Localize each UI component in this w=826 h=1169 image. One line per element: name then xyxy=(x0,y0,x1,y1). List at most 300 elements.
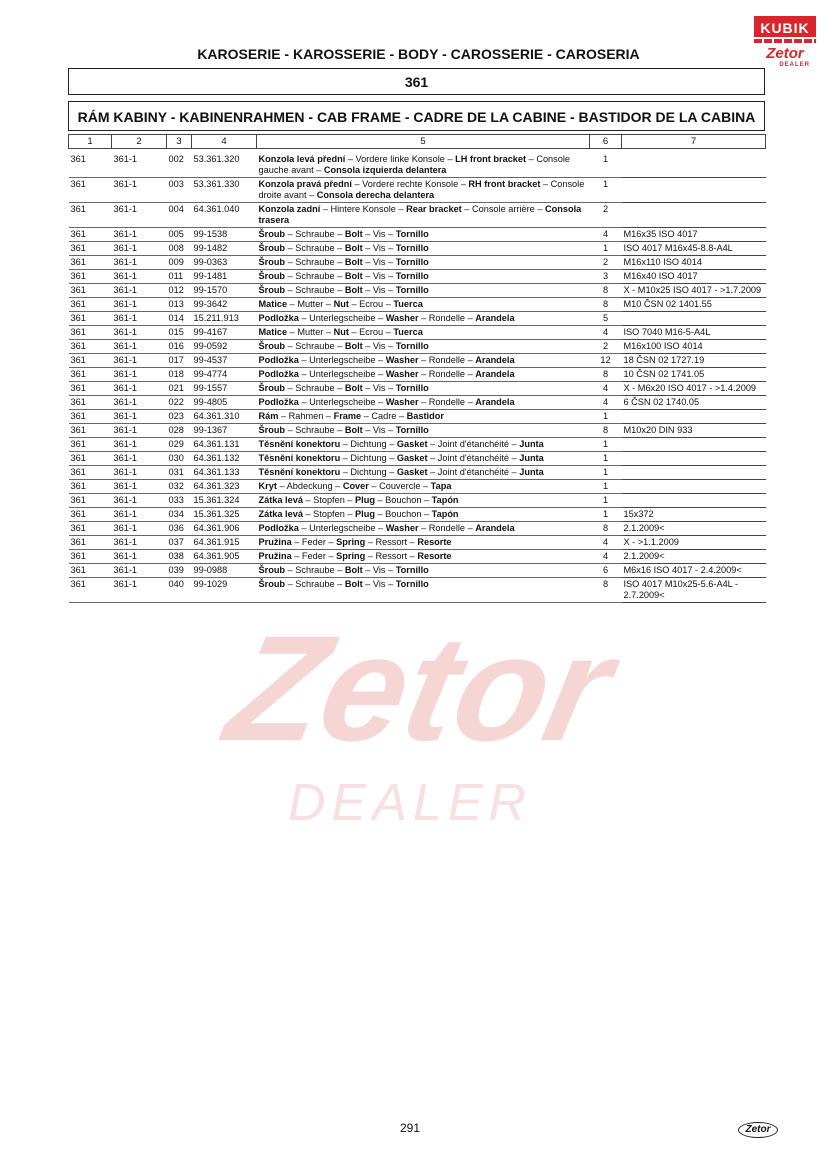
column-header-4: 4 xyxy=(192,135,257,149)
description-de: Abdeckung xyxy=(286,481,333,491)
cell-position: 014 xyxy=(167,312,192,326)
cell-description: Kryt – Abdeckung – Cover – Couvercle – Tapa xyxy=(257,480,590,494)
description-en: Spring xyxy=(336,551,366,561)
cell-quantity: 4 xyxy=(590,536,622,550)
cell-quantity: 8 xyxy=(590,298,622,312)
cell-note: 15x372 xyxy=(622,508,766,522)
cell-quantity: 1 xyxy=(590,466,622,480)
description-fr: Joint d'étanchéité xyxy=(437,467,509,477)
description-en: Plug xyxy=(355,495,375,505)
cell-quantity: 4 xyxy=(590,382,622,396)
cell-figure: 361-1 xyxy=(112,522,167,536)
table-row xyxy=(69,312,766,326)
description-fr: Vis xyxy=(372,271,386,281)
cell-group: 361 xyxy=(69,368,112,382)
cell-note xyxy=(622,466,766,480)
cell-part-number: 99-1570 xyxy=(192,284,257,298)
table-row xyxy=(69,354,766,368)
description-de: Schraube xyxy=(295,257,335,267)
description-de: Unterlegscheibe xyxy=(309,369,376,379)
description-en: Nut xyxy=(333,299,349,309)
description-es: Tornillo xyxy=(395,229,429,239)
description-en: RH front bracket xyxy=(468,179,541,189)
description-cz: Šroub xyxy=(258,243,286,253)
table-row xyxy=(69,438,766,452)
cell-description: Šroub – Schraube – Bolt – Vis – Tornillo xyxy=(257,270,590,284)
description-en: Bolt xyxy=(344,243,363,253)
description-cz: Konzola levá přední xyxy=(258,154,346,164)
cell-group: 361 xyxy=(69,178,112,203)
description-de: Mutter xyxy=(297,299,324,309)
cell-figure: 361-1 xyxy=(112,242,167,256)
description-fr: Vis xyxy=(372,341,386,351)
cell-position: 017 xyxy=(167,354,192,368)
cell-figure: 361-1 xyxy=(112,312,167,326)
cell-quantity: 4 xyxy=(590,550,622,564)
cell-part-number: 99-4805 xyxy=(192,396,257,410)
description-cz: Šroub xyxy=(258,257,286,267)
cell-description: Podložka – Unterlegscheibe – Washer – Rondelle – Arandela xyxy=(257,354,590,368)
cell-position: 036 xyxy=(167,522,192,536)
cell-quantity: 1 xyxy=(590,452,622,466)
description-es: Arandela xyxy=(475,313,515,323)
cell-figure: 361-1 xyxy=(112,410,167,424)
description-fr: Vis xyxy=(372,425,386,435)
description-es: Tornillo xyxy=(395,383,429,393)
cell-description: Šroub – Schraube – Bolt – Vis – Tornillo xyxy=(257,564,590,578)
cell-part-number: 15.361.325 xyxy=(192,508,257,522)
cell-group: 361 xyxy=(69,326,112,340)
cell-part-number: 64.361.323 xyxy=(192,480,257,494)
cell-part-number: 99-3642 xyxy=(192,298,257,312)
cell-quantity: 1 xyxy=(590,480,622,494)
cell-note xyxy=(622,410,766,424)
cell-description: Šroub – Schraube – Bolt – Vis – Tornillo xyxy=(257,284,590,298)
cell-description: Pružina – Feder – Spring – Ressort – Resorte xyxy=(257,536,590,550)
cell-group: 361 xyxy=(69,354,112,368)
description-de: Dichtung xyxy=(350,453,387,463)
cell-description: Podložka – Unterlegscheibe – Washer – Rondelle – Arandela xyxy=(257,396,590,410)
cell-quantity: 2 xyxy=(590,340,622,354)
cell-group: 361 xyxy=(69,466,112,480)
cell-position: 040 xyxy=(167,578,192,603)
cell-quantity: 6 xyxy=(590,564,622,578)
cell-description: Rám – Rahmen – Frame – Cadre – Bastidor xyxy=(257,410,590,424)
section-number: 361 xyxy=(68,68,765,95)
cell-figure: 361-1 xyxy=(112,326,167,340)
cell-description: Šroub – Schraube – Bolt – Vis – Tornillo xyxy=(257,340,590,354)
description-de: Schraube xyxy=(295,579,335,589)
description-en: Washer xyxy=(385,369,419,379)
cell-quantity: 1 xyxy=(590,242,622,256)
description-en: Nut xyxy=(333,327,349,337)
description-es: Tornillo xyxy=(395,243,429,253)
table-row xyxy=(69,326,766,340)
kubik-logo-text: KUBIK xyxy=(754,16,816,37)
description-es: Arandela xyxy=(475,355,515,365)
cell-quantity: 3 xyxy=(590,270,622,284)
cell-quantity: 1 xyxy=(590,410,622,424)
cell-figure: 361-1 xyxy=(112,578,167,603)
table-row xyxy=(69,242,766,256)
cell-figure: 361-1 xyxy=(112,203,167,228)
description-de: Dichtung xyxy=(350,439,387,449)
description-es: Tornillo xyxy=(395,257,429,267)
description-es: Bastidor xyxy=(406,411,444,421)
description-fr: Console droite avant xyxy=(258,179,585,200)
cell-position: 032 xyxy=(167,480,192,494)
cell-figure: 361-1 xyxy=(112,382,167,396)
description-en: LH front bracket xyxy=(455,154,527,164)
cell-note: X - M10x25 ISO 4017 - >1.7.2009 xyxy=(622,284,766,298)
description-de: Unterlegscheibe xyxy=(309,523,376,533)
description-es: Tapón xyxy=(431,495,459,505)
description-cz: Konzola pravá přední xyxy=(258,179,352,189)
cell-position: 038 xyxy=(167,550,192,564)
description-en: Spring xyxy=(336,537,366,547)
description-en: Bolt xyxy=(344,565,363,575)
description-es: Consola derecha delantera xyxy=(316,190,435,200)
cell-description: Matice – Mutter – Nut – Ecrou – Tuerca xyxy=(257,298,590,312)
description-fr: Couvercle xyxy=(379,481,421,491)
description-fr: Vis xyxy=(372,565,386,575)
cell-note: X - >1.1.2009 xyxy=(622,536,766,550)
description-fr: Joint d'étanchéité xyxy=(437,453,509,463)
table-row xyxy=(69,284,766,298)
description-es: Resorte xyxy=(417,537,452,547)
description-cz: Podložka xyxy=(258,355,299,365)
cell-group: 361 xyxy=(69,536,112,550)
parts-table xyxy=(68,134,766,603)
description-es: Tornillo xyxy=(395,565,429,575)
cell-description: Podložka – Unterlegscheibe – Washer – Rondelle – Arandela xyxy=(257,522,590,536)
cell-description: Šroub – Schraube – Bolt – Vis – Tornillo xyxy=(257,242,590,256)
cell-figure: 361-1 xyxy=(112,368,167,382)
cell-note xyxy=(622,178,766,203)
cell-figure: 361-1 xyxy=(112,228,167,242)
cell-note xyxy=(622,480,766,494)
description-de: Schraube xyxy=(295,565,335,575)
description-es: Tapa xyxy=(430,481,452,491)
cell-quantity: 1 xyxy=(590,438,622,452)
cell-part-number: 64.361.906 xyxy=(192,522,257,536)
description-fr: Joint d'étanchéité xyxy=(437,439,509,449)
cell-quantity: 1 xyxy=(590,508,622,522)
cell-group: 361 xyxy=(69,242,112,256)
cell-group: 361 xyxy=(69,228,112,242)
description-en: Washer xyxy=(385,523,419,533)
description-de: Stopfen xyxy=(313,509,345,519)
cell-position: 018 xyxy=(167,368,192,382)
cell-position: 003 xyxy=(167,178,192,203)
cell-group: 361 xyxy=(69,410,112,424)
description-fr: Vis xyxy=(372,243,386,253)
table-row xyxy=(69,340,766,354)
table-row xyxy=(69,564,766,578)
description-cz: Pružina xyxy=(258,537,292,547)
description-de: Schraube xyxy=(295,383,335,393)
dealer-logo-text: DEALER xyxy=(779,62,810,68)
description-cz: Šroub xyxy=(258,425,286,435)
cell-description: Podložka – Unterlegscheibe – Washer – Rondelle – Arandela xyxy=(257,312,590,326)
description-es: Tornillo xyxy=(395,271,429,281)
cell-note: ISO 4017 M10x25-5.6-A4L - 2.7.2009< xyxy=(622,578,766,603)
cell-description: Šroub – Schraube – Bolt – Vis – Tornillo xyxy=(257,256,590,270)
description-en: Bolt xyxy=(344,229,363,239)
cell-description: Šroub – Schraube – Bolt – Vis – Tornillo xyxy=(257,228,590,242)
description-cz: Rám xyxy=(258,411,279,421)
cell-quantity: 8 xyxy=(590,368,622,382)
description-cz: Šroub xyxy=(258,579,286,589)
cell-description: Konzola levá přední – Vordere linke Konsole – LH front bracket – Console gauche avant – Consola izquierda delantera xyxy=(257,153,590,178)
page-number: 291 xyxy=(399,1121,421,1135)
cell-part-number: 99-0363 xyxy=(192,256,257,270)
cell-figure: 361-1 xyxy=(112,550,167,564)
cell-part-number: 99-1557 xyxy=(192,382,257,396)
table-row xyxy=(69,550,766,564)
description-es: Arandela xyxy=(475,397,515,407)
description-es: Tuerca xyxy=(393,299,423,309)
description-fr: Console gauche avant xyxy=(258,154,571,175)
cell-figure: 361-1 xyxy=(112,494,167,508)
column-header-7: 7 xyxy=(622,135,766,149)
description-fr: Vis xyxy=(372,285,386,295)
description-cz: Podložka xyxy=(258,369,299,379)
cell-description: Těsnění konektoru – Dichtung – Gasket – Joint d'étanchéité – Junta xyxy=(257,438,590,452)
cell-quantity: 8 xyxy=(590,522,622,536)
cell-description: Konzola pravá přední – Vordere rechte Konsole – RH front bracket – Console droite avant – Consola derecha delantera xyxy=(257,178,590,203)
description-de: Dichtung xyxy=(350,467,387,477)
table-row xyxy=(69,298,766,312)
cell-note xyxy=(622,452,766,466)
cell-note: M16x35 ISO 4017 xyxy=(622,228,766,242)
cell-part-number: 99-4167 xyxy=(192,326,257,340)
cell-figure: 361-1 xyxy=(112,536,167,550)
cell-quantity: 1 xyxy=(590,153,622,178)
cell-note: M16x110 ISO 4014 xyxy=(622,256,766,270)
description-fr: Bouchon xyxy=(385,509,422,519)
cell-note: M6x16 ISO 4017 - 2.4.2009< xyxy=(622,564,766,578)
column-header-1: 1 xyxy=(69,135,112,149)
cell-description: Šroub – Schraube – Bolt – Vis – Tornillo xyxy=(257,424,590,438)
cell-part-number: 64.361.131 xyxy=(192,438,257,452)
cell-part-number: 64.361.133 xyxy=(192,466,257,480)
table-row xyxy=(69,368,766,382)
cell-group: 361 xyxy=(69,522,112,536)
description-es: Tornillo xyxy=(395,425,429,435)
cell-position: 012 xyxy=(167,284,192,298)
cell-position: 034 xyxy=(167,508,192,522)
cell-part-number: 15.361.324 xyxy=(192,494,257,508)
cell-note: 18 ČSN 02 1727.19 xyxy=(622,354,766,368)
cell-position: 033 xyxy=(167,494,192,508)
cell-position: 031 xyxy=(167,466,192,480)
description-fr: Ecrou xyxy=(359,327,384,337)
description-en: Bolt xyxy=(344,579,363,589)
cell-position: 022 xyxy=(167,396,192,410)
description-fr: Vis xyxy=(372,257,386,267)
description-cz: Šroub xyxy=(258,341,286,351)
cell-quantity: 2 xyxy=(590,203,622,228)
description-en: Plug xyxy=(355,509,375,519)
cell-part-number: 99-1482 xyxy=(192,242,257,256)
description-en: Rear bracket xyxy=(406,204,462,214)
description-cz: Šroub xyxy=(258,285,286,295)
cell-note xyxy=(622,494,766,508)
cell-description: Těsnění konektoru – Dichtung – Gasket – Joint d'étanchéité – Junta xyxy=(257,466,590,480)
cell-figure: 361-1 xyxy=(112,508,167,522)
cell-note: ISO 4017 M16x45-8.8-A4L xyxy=(622,242,766,256)
cell-note: X - M6x20 ISO 4017 - >1.4.2009 xyxy=(622,382,766,396)
cell-quantity: 8 xyxy=(590,424,622,438)
cell-group: 361 xyxy=(69,494,112,508)
description-fr: Rondelle xyxy=(428,313,466,323)
page-title: KAROSERIE - KAROSSERIE - BODY - CAROSSERIE - CAROSERIA xyxy=(197,46,640,62)
description-en: Gasket xyxy=(396,467,428,477)
cell-group: 361 xyxy=(69,424,112,438)
cell-figure: 361-1 xyxy=(112,452,167,466)
cell-description: Zátka levá – Stopfen – Plug – Bouchon – Tapón xyxy=(257,508,590,522)
cell-figure: 361-1 xyxy=(112,354,167,368)
cell-group: 361 xyxy=(69,153,112,178)
description-en: Frame xyxy=(333,411,362,421)
description-fr: Rondelle xyxy=(428,523,466,533)
table-row xyxy=(69,494,766,508)
cell-position: 013 xyxy=(167,298,192,312)
cell-position: 037 xyxy=(167,536,192,550)
description-cz: Pružina xyxy=(258,551,292,561)
description-de: Rahmen xyxy=(288,411,324,421)
description-es: Resorte xyxy=(417,551,452,561)
description-de: Vordere linke Konsole xyxy=(355,154,445,164)
description-de: Schraube xyxy=(295,341,335,351)
cell-part-number: 53.361.320 xyxy=(192,153,257,178)
cell-group: 361 xyxy=(69,564,112,578)
cell-description: Matice – Mutter – Nut – Ecrou – Tuerca xyxy=(257,326,590,340)
cell-figure: 361-1 xyxy=(112,153,167,178)
cell-group: 361 xyxy=(69,480,112,494)
cell-quantity: 4 xyxy=(590,396,622,410)
cell-figure: 361-1 xyxy=(112,438,167,452)
cell-part-number: 53.361.330 xyxy=(192,178,257,203)
cell-group: 361 xyxy=(69,312,112,326)
cell-part-number: 64.361.915 xyxy=(192,536,257,550)
description-en: Bolt xyxy=(344,341,363,351)
cell-quantity: 12 xyxy=(590,354,622,368)
description-fr: Console arrière xyxy=(471,204,535,214)
cell-quantity: 1 xyxy=(590,494,622,508)
table-row xyxy=(69,480,766,494)
cell-description: Šroub – Schraube – Bolt – Vis – Tornillo xyxy=(257,578,590,603)
cell-figure: 361-1 xyxy=(112,256,167,270)
description-de: Schraube xyxy=(295,229,335,239)
description-en: Cover xyxy=(342,481,369,491)
cell-figure: 361-1 xyxy=(112,178,167,203)
table-row xyxy=(69,522,766,536)
cell-quantity: 1 xyxy=(590,178,622,203)
description-en: Bolt xyxy=(344,425,363,435)
cell-group: 361 xyxy=(69,270,112,284)
cell-figure: 361-1 xyxy=(112,564,167,578)
description-es: Tornillo xyxy=(395,341,429,351)
description-es: Junta xyxy=(519,439,544,449)
description-en: Gasket xyxy=(396,439,428,449)
table-row xyxy=(69,410,766,424)
cell-description: Pružina – Feder – Spring – Ressort – Resorte xyxy=(257,550,590,564)
cell-group: 361 xyxy=(69,284,112,298)
cell-group: 361 xyxy=(69,550,112,564)
cell-group: 361 xyxy=(69,508,112,522)
description-cz: Šroub xyxy=(258,383,286,393)
table-row xyxy=(69,578,766,603)
table-row xyxy=(69,256,766,270)
description-cz: Šroub xyxy=(258,271,286,281)
cell-note xyxy=(622,438,766,452)
description-fr: Vis xyxy=(372,229,386,239)
description-cz: Šroub xyxy=(258,229,286,239)
cell-quantity: 4 xyxy=(590,228,622,242)
description-de: Vordere rechte Konsole xyxy=(362,179,459,189)
description-fr: Vis xyxy=(372,579,386,589)
column-header-3: 3 xyxy=(167,135,192,149)
cell-group: 361 xyxy=(69,438,112,452)
description-es: Junta xyxy=(519,467,544,477)
kubik-logo-bars xyxy=(754,39,816,43)
description-cz: Matice xyxy=(258,299,288,309)
cell-position: 021 xyxy=(167,382,192,396)
description-en: Washer xyxy=(385,397,419,407)
description-cz: Podložka xyxy=(258,523,299,533)
cell-position: 023 xyxy=(167,410,192,424)
description-cz: Šroub xyxy=(258,565,286,575)
cell-part-number: 99-1367 xyxy=(192,424,257,438)
description-de: Feder xyxy=(301,537,326,547)
table-row xyxy=(69,153,766,178)
description-de: Hintere Konsole xyxy=(330,204,396,214)
description-cz: Těsnění konektoru xyxy=(258,467,341,477)
cell-note: 2.1.2009< xyxy=(622,550,766,564)
description-fr: Cadre xyxy=(371,411,397,421)
description-fr: Ressort xyxy=(375,551,408,561)
zetor-footer-logo: Zetor xyxy=(738,1122,778,1138)
cell-position: 002 xyxy=(167,153,192,178)
cell-position: 028 xyxy=(167,424,192,438)
cell-quantity: 5 xyxy=(590,312,622,326)
description-fr: Ecrou xyxy=(359,299,384,309)
table-row xyxy=(69,382,766,396)
description-de: Unterlegscheibe xyxy=(309,313,376,323)
cell-note: M10x20 DIN 933 xyxy=(622,424,766,438)
cell-figure: 361-1 xyxy=(112,424,167,438)
description-cz: Těsnění konektoru xyxy=(258,453,341,463)
description-cz: Konzola zadní xyxy=(258,204,321,214)
cell-quantity: 8 xyxy=(590,284,622,298)
group-title: RÁM KABINY - KABINENRAHMEN - CAB FRAME - CADRE DE LA CABINE - BASTIDOR DE LA CABINA xyxy=(68,101,765,131)
description-de: Unterlegscheibe xyxy=(309,397,376,407)
description-es: Arandela xyxy=(475,369,515,379)
cell-group: 361 xyxy=(69,396,112,410)
description-cz: Těsnění konektoru xyxy=(258,439,341,449)
cell-part-number: 99-1481 xyxy=(192,270,257,284)
cell-quantity: 4 xyxy=(590,326,622,340)
cell-part-number: 64.361.132 xyxy=(192,452,257,466)
cell-position: 015 xyxy=(167,326,192,340)
table-row xyxy=(69,424,766,438)
cell-figure: 361-1 xyxy=(112,270,167,284)
cell-part-number: 64.361.040 xyxy=(192,203,257,228)
description-es: Tapón xyxy=(431,509,459,519)
description-cz: Kryt xyxy=(258,481,277,491)
